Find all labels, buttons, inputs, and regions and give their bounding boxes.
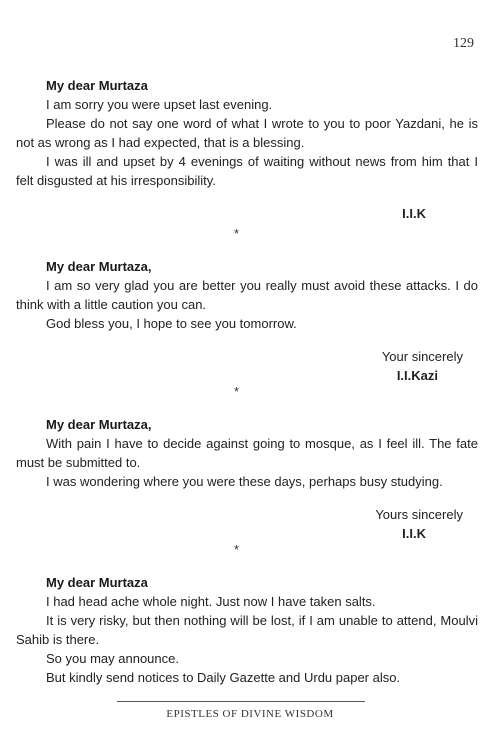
signature: I.I.K [402,206,426,221]
page-number: 129 [453,36,474,51]
salutation: My dear Murtaza, [46,259,152,274]
paragraph: I was ill and upset by 4 evenings of waiting without news from him that I felt disgusted at his irresponsibility. [16,154,478,188]
letter-4 [16,573,478,687]
footer-title: EPISTLES OF DIVINE WISDOM [166,708,334,720]
paragraph: It is very risky, but then nothing will be lost, if I am unable to attend, Moulvi Sahib is there. [16,613,478,647]
separator-star: * [234,384,240,399]
closing: Your sincerely [381,349,463,364]
paragraph: But kindly send notices to Daily Gazette and Urdu paper also. [46,670,401,685]
separator-star: * [234,226,240,241]
separator-star: * [234,542,240,557]
paragraph: So you may announce. [46,651,179,666]
paragraph: Please do not say one word of what I wrote to you to poor Yazdani, he is not as wrong as I had expected, that is a blessing. [16,116,478,150]
paragraph: God bless you, I hope to see you tomorrow. [46,316,297,331]
letter-3 [16,415,478,543]
paragraph: I am so very glad you are better you really must avoid these attacks. I do think with a little caution you can. [16,278,478,312]
signature: I.I.K [402,526,426,541]
signature: I.I.Kazi [396,368,438,383]
closing: Yours sincerely [375,507,463,522]
letter-1 [16,76,478,223]
paragraph: I was wondering where you were these days, perhaps busy studying. [46,474,443,489]
salutation: My dear Murtaza [46,78,148,93]
footer-rule [117,701,365,702]
paragraph: I had head ache whole night. Just now I have taken salts. [46,594,376,609]
salutation: My dear Murtaza [46,575,148,590]
letter-2 [16,257,478,385]
paragraph: With pain I have to decide against going to mosque, as I feel ill. The fate must be submitted to. [16,436,478,470]
salutation: My dear Murtaza, [46,417,152,432]
paragraph: I am sorry you were upset last evening. [46,97,273,112]
